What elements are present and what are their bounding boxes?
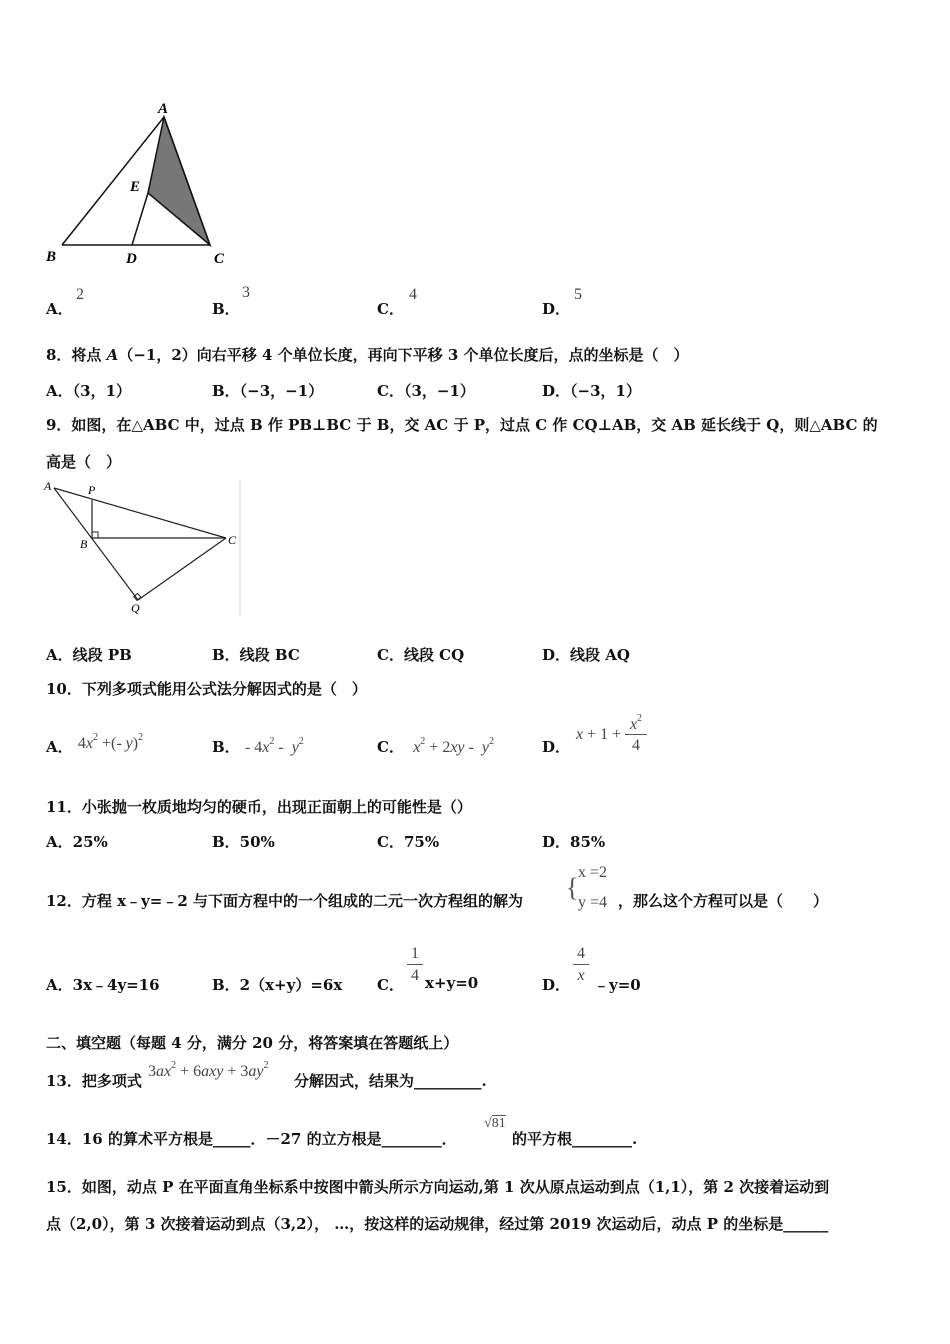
- label-a: A: [44, 479, 52, 493]
- option-c-fraction: 1 4: [407, 944, 423, 987]
- q13-polynomial: $3ax^2 + 6axy + 3ay^2$: [148, 1060, 269, 1080]
- option-label: B．: [212, 738, 240, 756]
- q10-option-a[interactable]: [46, 732, 144, 757]
- q8-option-a[interactable]: A．（3，1）: [46, 382, 132, 400]
- option-label: B．: [212, 300, 240, 318]
- q9-stem-line2: 高是（ ）: [46, 453, 122, 471]
- q13-prefix: 13．把多项式: [46, 1072, 142, 1090]
- label-c: C: [214, 251, 225, 267]
- q8-option-d[interactable]: D．（−3，1）: [542, 382, 641, 400]
- label-c: C: [228, 533, 237, 547]
- option-label: D．: [542, 300, 571, 318]
- option-value: 2: [76, 286, 84, 303]
- option-value: 4: [409, 286, 417, 303]
- q11-option-d[interactable]: D．85%: [542, 833, 606, 851]
- q9-option-c[interactable]: C．线段 CQ: [377, 646, 465, 664]
- right-angle-mark-b: [92, 532, 98, 538]
- q12-stem-part1: 12．方程 x﹣y=﹣2 与下面方程中的一个组成的二元一次方程组的解为: [46, 892, 523, 910]
- system-eq1: x =2: [578, 864, 608, 881]
- q7-option-b[interactable]: [212, 284, 250, 319]
- option-label: A．: [46, 300, 73, 318]
- label-p: P: [88, 483, 96, 497]
- line-aq: [54, 488, 138, 600]
- section-2-title: 二、填空题（每题 4 分，满分 20 分，将答案填在答题纸上）: [46, 1034, 459, 1052]
- q7-option-c[interactable]: [377, 286, 417, 319]
- option-label: A．: [46, 738, 73, 756]
- option-label: D．: [542, 738, 571, 756]
- option-d-rest: ﹣y=0: [594, 976, 641, 994]
- q8-stem: 8．将点 A（−1，2）向右平移 4 个单位长度，再向下平移 3 个单位长度后，点的坐标是（ ）: [46, 346, 689, 364]
- q10-stem: 10．下列多项式能用公式法分解因式的是（ ）: [46, 680, 367, 698]
- label-b: B: [80, 537, 88, 551]
- side-ac: [54, 488, 226, 538]
- q12-option-c[interactable]: [377, 974, 404, 995]
- q7-option-d[interactable]: [542, 286, 582, 319]
- option-c-expression: $x^2 + 2xy - y^2$: [413, 736, 494, 756]
- q13-suffix: 分解因式，结果为_________.: [294, 1072, 487, 1090]
- q8-option-b[interactable]: B．（−3，−1）: [212, 382, 324, 400]
- shaded-triangle-aec: [148, 117, 210, 245]
- side-ab: [62, 117, 164, 245]
- label-e: E: [130, 179, 141, 195]
- label-q: Q: [131, 601, 140, 615]
- option-label: C．: [377, 976, 404, 994]
- q15-line1: 15．如图，动点 P 在平面直角坐标系中按图中箭头所示方向运动,第 1 次从原点运动到点（1,1），第 2 次接着运动到: [46, 1178, 830, 1196]
- option-d-fraction: 4 x: [573, 944, 589, 987]
- q9-option-d[interactable]: D．线段 AQ: [542, 646, 630, 664]
- segment-de: [132, 193, 148, 245]
- label-d: D: [126, 251, 137, 267]
- segment-cq: [138, 538, 226, 600]
- option-label: C．: [377, 300, 404, 318]
- q14-radical: √81: [484, 1116, 506, 1131]
- q9-option-b[interactable]: B．线段 BC: [212, 646, 300, 664]
- option-a-expression: $4x^2$ +(- y)$^2$: [77, 732, 144, 752]
- q11-option-b[interactable]: B．50%: [212, 833, 275, 851]
- q14-part1: 14．16 的算术平方根是_____．－27 的立方根是________．: [46, 1130, 457, 1148]
- option-value: 5: [574, 286, 582, 303]
- q12-option-b[interactable]: B．2（x+y）=6x: [212, 976, 343, 994]
- system-eq2: y =4: [578, 894, 608, 911]
- option-d-expression: x + 1 +: [576, 726, 622, 743]
- option-c-rest: x+y=0: [425, 974, 479, 992]
- q12-stem-part2: ，那么这个方程可以是（ ）: [618, 892, 829, 910]
- q12-option-d[interactable]: [542, 974, 570, 995]
- q10-option-b[interactable]: [212, 736, 304, 757]
- q9-stem-line1: 9．如图，在△ABC 中，过点 B 作 PB⊥BC 于 B，交 AC 于 P，过点 C 作 CQ⊥AB，交 AB 延长线于 Q，则△ABC 的: [46, 416, 878, 434]
- q11-option-c[interactable]: C．75%: [377, 833, 440, 851]
- option-b-expression: - $4x^2 - y^2$: [244, 736, 304, 756]
- triangle-figure-q7: [40, 95, 240, 275]
- q8-option-c[interactable]: C．（3，−1）: [377, 382, 475, 400]
- option-d-fraction: $x^2$ 4: [625, 710, 647, 757]
- triangle-figure-q9: [40, 476, 245, 616]
- q12-option-a[interactable]: A．3x﹣4y=16: [46, 976, 160, 994]
- brace-icon: {: [566, 873, 579, 902]
- option-value: 3: [242, 284, 250, 301]
- q7-option-a[interactable]: [46, 286, 84, 319]
- option-label: D．: [542, 976, 571, 994]
- q14-part2: 的平方根________.: [512, 1130, 638, 1148]
- q10-option-c[interactable]: [377, 736, 494, 757]
- label-b: B: [46, 249, 57, 265]
- q11-stem: 11．小张抛一枚质地均匀的硬币，出现正面朝上的可能性是（）: [46, 798, 472, 816]
- q11-option-a[interactable]: A．25%: [46, 833, 108, 851]
- q15-line2: 点（2,0），第 3 次接着运动到点（3,2）， …，按这样的运动规律，经过第 2019 次运动后，动点 P 的坐标是______: [46, 1215, 829, 1233]
- q10-option-d[interactable]: [542, 736, 570, 757]
- q9-option-a[interactable]: A．线段 PB: [46, 646, 132, 664]
- option-label: C．: [377, 738, 404, 756]
- label-a: A: [158, 101, 169, 117]
